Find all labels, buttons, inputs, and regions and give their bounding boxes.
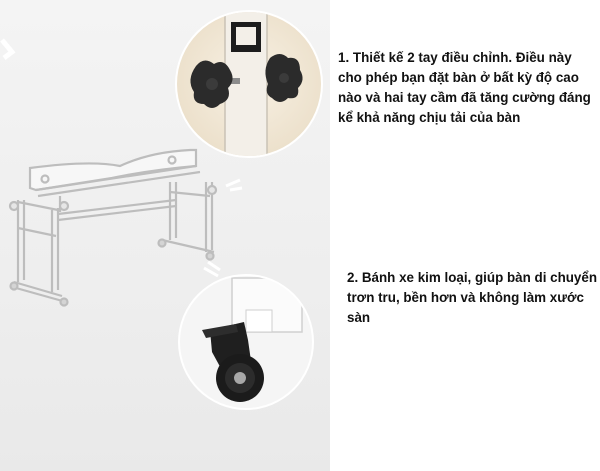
pointer-arrow-top	[226, 180, 242, 190]
pointer-arrow-bottom	[204, 262, 220, 276]
background-sparkle	[2, 40, 12, 58]
frame-knob-right	[208, 186, 216, 194]
caster-wheel-closeup	[176, 274, 316, 414]
caster-3	[159, 240, 166, 247]
caster-4	[207, 253, 214, 260]
caption-wheels: 2. Bánh xe kim loại, giúp bàn di chuyển trơn tru, bền hơn và không làm xước sàn	[347, 270, 598, 325]
caster-1	[11, 283, 18, 290]
overbed-table	[10, 150, 216, 306]
caster-2	[61, 299, 68, 306]
caption-adjustment: 1. Thiết kế 2 tay điều chỉnh. Điều này cho phép bạn đặt bàn ở bất kỳ độ cao nào và hai tay cầm đã tăng cường đáng kể khả năng chịu tải của bàn	[338, 50, 591, 125]
adjustment-knob-closeup	[170, 8, 330, 168]
frame-knob-left	[10, 202, 18, 210]
wheel-hub	[234, 372, 246, 384]
